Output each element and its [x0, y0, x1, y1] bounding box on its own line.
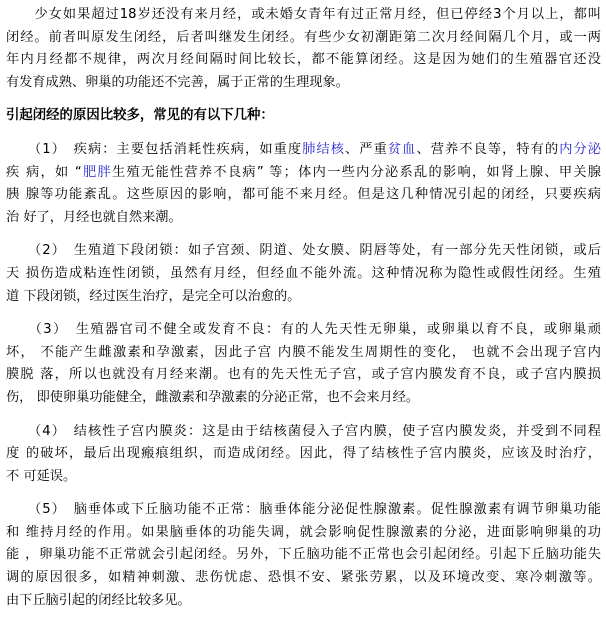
text-line: 年内月经都不规律，两次月经间隔时间比较长，都不能算闭经。这是因为她们的生殖器官还没 [6, 52, 601, 68]
text-line: 天 损伤造成粘连性闭锁，虽然有月经，但经血不能外流。这种情况称为隐性或假性闭经。生殖 [6, 265, 601, 281]
list-item-2 [0, 240, 606, 308]
text-segment: 、严重 [345, 141, 388, 157]
text-line: （2） 生殖道下段闭锁：如子宫颈、阴道、处女膜、阴唇等处，有一部分先天性闭锁，或后 [6, 243, 601, 259]
text-line: 膜脱 落，所以也就没有月经来潮。也有的先天性无子宫，或子宫内膜发育不良，或子宫内膜损 [6, 367, 601, 383]
text-line: 调的原因很多，如精神刺激、悲伤忧虑、恐惧不安、紧张劳累，以及环境改变、寒冷刺激等。 [6, 570, 601, 586]
text-segment: 、营养不良等，特有的 [416, 141, 560, 157]
text-segment: （1） 疾病：主要包括消耗性疾病，如重度 [6, 141, 303, 157]
text-segment: 生殖无能性营养不良病” 等；体内一些内分泌系乱的影响，如肾上腺、甲关腺 [112, 164, 601, 180]
text-segment: 治 好了，月经也就自然来潮。 [6, 209, 182, 225]
intro-paragraph [0, 4, 606, 94]
paragraph-spacer [0, 308, 606, 319]
text-line: 和 维持月经的作用。如果脑垂体的功能失调，就会影响促性腺激素的分泌，进面影响卵巢的功 [6, 524, 601, 540]
text-line: （3） 生殖器官司不健全或发育不良：有的人先天性无卵巢，或卵巢以育不良，或卵巢顽 [6, 322, 601, 338]
paragraph-spacer [0, 128, 606, 139]
text-line: 坏， 不能产生雌激素和孕激素，因此子宫 内膜不能发生周期性的变化， 也就不会出现子宫内 [6, 344, 601, 360]
list-item-3 [0, 319, 606, 409]
page-heading: 引起闭经的原因比较多，常见的有以下几种： [6, 108, 274, 124]
text-line: 道 下段闭锁，经过医生治疗，是完全可以治愈的。 [6, 288, 301, 304]
paragraph-spacer [0, 488, 606, 499]
text-line: 少女如果超过18岁还没有来月经，或未婚女青年有过正常月经，但已停经3个月以上，都叫 [6, 7, 601, 22]
paragraph-spacer [0, 94, 606, 105]
list-item-1 [0, 139, 606, 229]
inline-link[interactable]: 贫血 [387, 141, 417, 157]
text-segment: 疾 病，如 “ [6, 164, 82, 180]
text-line [0, 139, 606, 162]
inline-link[interactable]: 内分泌 [559, 141, 601, 157]
paragraph-spacer [0, 410, 606, 421]
text-line: 不 可延误。 [6, 468, 77, 484]
list-item-4 [0, 421, 606, 489]
list-item-5 [0, 499, 606, 612]
text-line: 有发育成熟、卵巢的功能还不完善，属于正常的生理现象。 [6, 74, 349, 90]
text-line [0, 184, 606, 207]
text-segment: 胰 腺等功能紊乱。这些原因的影响，都可能不来月经。但是这几种情况引起的闭经，只要疾病 [6, 187, 601, 203]
text-line: （4） 结核性子宫内膜炎：这是由于结核菌侵入子宫内膜，使子宫内膜发炎，并受到不同程 [6, 423, 601, 439]
paragraph-spacer [0, 229, 606, 240]
text-line: （5） 脑垂体或下丘脑功能不正常：脑垂体能分泌促性腺激素。促性腺激素有调节卵巢功能 [6, 502, 601, 518]
inline-link[interactable]: 肥胖 [81, 164, 113, 180]
text-line [0, 207, 606, 230]
text-line: 伤， 即使卵巢功能健全，雌激素和孕激素的分泌正常，也不会来月经。 [6, 389, 420, 405]
text-line: 能 ，卵巢功能不正常就会引起闭经。另外，下丘脑功能不正常也会引起闭经。引起下丘脑功能失 [6, 547, 601, 563]
text-line [0, 162, 606, 185]
text-line: 由下丘脑引起的闭经比较多见。 [6, 592, 191, 608]
text-line: 度 的破坏，最后出现瘢痕组织，而造成闭经。因此，得了结核性子宫内膜炎，应该及时治疗， [6, 446, 601, 462]
text-line: 闭经。前者叫原发生闭经，后者叫继发生闭经。有些少女初潮距第二次月经间隔几个月，或一两 [6, 29, 601, 45]
inline-link[interactable]: 肺结核 [302, 141, 346, 157]
